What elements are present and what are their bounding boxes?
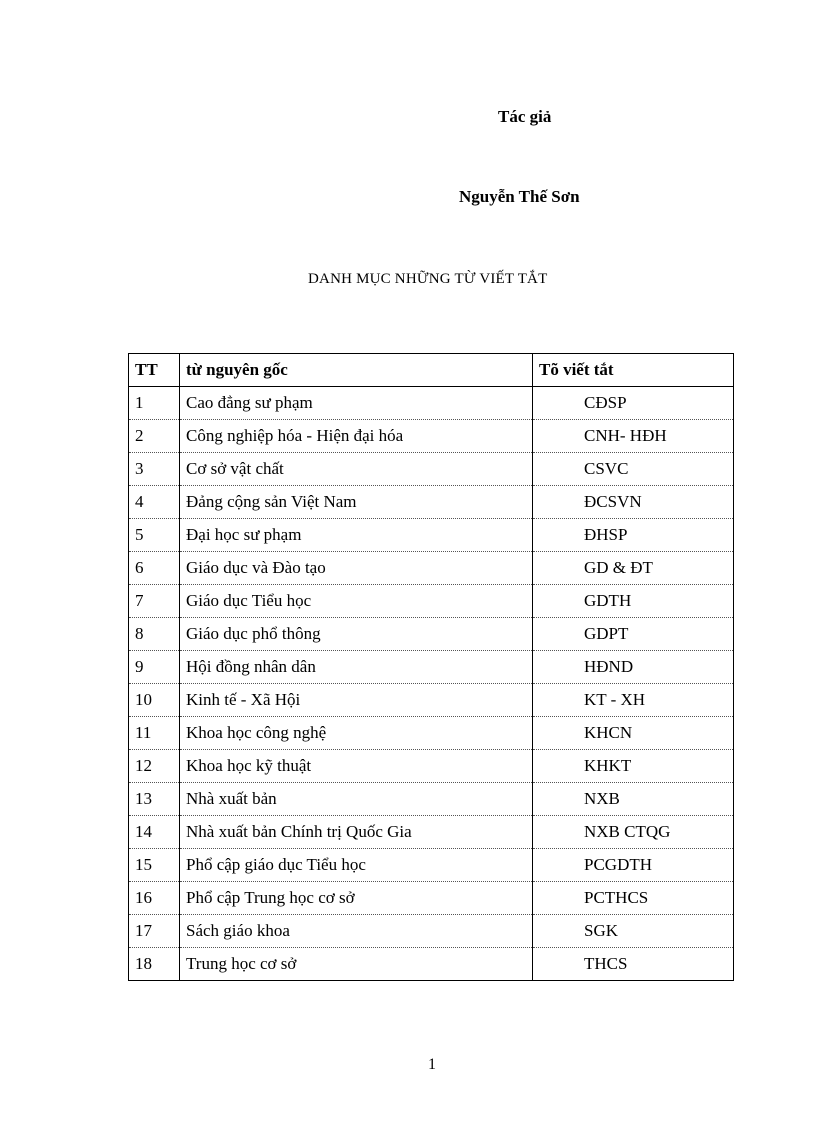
table-row xyxy=(129,585,734,618)
page-number: 1 xyxy=(428,1056,436,1073)
original-term: Nhà xuất bản xyxy=(180,783,533,816)
abbreviation: GDTH xyxy=(533,585,734,618)
header-original-term: từ nguyên gốc xyxy=(180,354,533,387)
abbreviation: ĐHSP xyxy=(533,519,734,552)
original-term: Đại học sư phạm xyxy=(180,519,533,552)
row-number: 10 xyxy=(129,684,180,717)
abbreviation: CĐSP xyxy=(533,387,734,420)
abbreviation: KHCN xyxy=(533,717,734,750)
abbreviation: NXB xyxy=(533,783,734,816)
original-term: Cao đẳng sư phạm xyxy=(180,387,533,420)
row-number: 7 xyxy=(129,585,180,618)
abbreviation: CNH- HĐH xyxy=(533,420,734,453)
header-abbreviation: Tõ viết tắt xyxy=(533,354,734,387)
original-term: Giáo dục và Đào tạo xyxy=(180,552,533,585)
original-term: Trung học cơ sở xyxy=(180,948,533,981)
table-row xyxy=(129,684,734,717)
row-number: 2 xyxy=(129,420,180,453)
row-number: 5 xyxy=(129,519,180,552)
abbreviation: KT - XH xyxy=(533,684,734,717)
table-row xyxy=(129,849,734,882)
abbreviation: PCTHCS xyxy=(533,882,734,915)
row-number: 18 xyxy=(129,948,180,981)
row-number: 9 xyxy=(129,651,180,684)
original-term: Phổ cập giáo dục Tiểu học xyxy=(180,849,533,882)
original-term: Công nghiệp hóa - Hiện đại hóa xyxy=(180,420,533,453)
abbreviation: ĐCSVN xyxy=(533,486,734,519)
original-term: Khoa học công nghệ xyxy=(180,717,533,750)
abbreviation: SGK xyxy=(533,915,734,948)
table-row xyxy=(129,651,734,684)
abbreviation: GD & ĐT xyxy=(533,552,734,585)
author-name: Nguyễn Thế Sơn xyxy=(459,187,580,206)
abbreviation: PCGDTH xyxy=(533,849,734,882)
header-tt: TT xyxy=(129,354,180,387)
table-row xyxy=(129,420,734,453)
row-number: 15 xyxy=(129,849,180,882)
original-term: Nhà xuất bản Chính trị Quốc Gia xyxy=(180,816,533,849)
table-row xyxy=(129,486,734,519)
table-row xyxy=(129,552,734,585)
table-row xyxy=(129,618,734,651)
original-term: Phổ cập Trung học cơ sở xyxy=(180,882,533,915)
table-row xyxy=(129,387,734,420)
abbreviation: NXB CTQG xyxy=(533,816,734,849)
row-number: 4 xyxy=(129,486,180,519)
table-row xyxy=(129,783,734,816)
abbreviation: KHKT xyxy=(533,750,734,783)
table-row xyxy=(129,816,734,849)
abbreviation-table xyxy=(128,353,734,981)
original-term: Đảng cộng sản Việt Nam xyxy=(180,486,533,519)
row-number: 1 xyxy=(129,387,180,420)
row-number: 12 xyxy=(129,750,180,783)
original-term: Giáo dục phổ thông xyxy=(180,618,533,651)
abbreviation-list-title: DANH MỤC NHỮNG TỪ VIẾT TẮT xyxy=(308,271,548,287)
abbreviation: CSVC xyxy=(533,453,734,486)
author-label: Tác giả xyxy=(498,107,552,126)
table-row xyxy=(129,453,734,486)
table-header xyxy=(129,354,734,387)
table-row xyxy=(129,915,734,948)
table-row xyxy=(129,882,734,915)
table-row xyxy=(129,750,734,783)
row-number: 16 xyxy=(129,882,180,915)
row-number: 8 xyxy=(129,618,180,651)
original-term: Sách giáo khoa xyxy=(180,915,533,948)
row-number: 11 xyxy=(129,717,180,750)
table-body xyxy=(129,387,734,981)
original-term: Kinh tế - Xã Hội xyxy=(180,684,533,717)
abbreviation: GDPT xyxy=(533,618,734,651)
table-row xyxy=(129,948,734,981)
row-number: 13 xyxy=(129,783,180,816)
original-term: Giáo dục Tiểu học xyxy=(180,585,533,618)
original-term: Khoa học kỹ thuật xyxy=(180,750,533,783)
table-header-row xyxy=(129,354,734,387)
row-number: 3 xyxy=(129,453,180,486)
abbreviation: THCS xyxy=(533,948,734,981)
original-term: Cơ sở vật chất xyxy=(180,453,533,486)
original-term: Hội đồng nhân dân xyxy=(180,651,533,684)
abbreviation: HĐND xyxy=(533,651,734,684)
table-row xyxy=(129,717,734,750)
row-number: 17 xyxy=(129,915,180,948)
row-number: 6 xyxy=(129,552,180,585)
table-row xyxy=(129,519,734,552)
row-number: 14 xyxy=(129,816,180,849)
